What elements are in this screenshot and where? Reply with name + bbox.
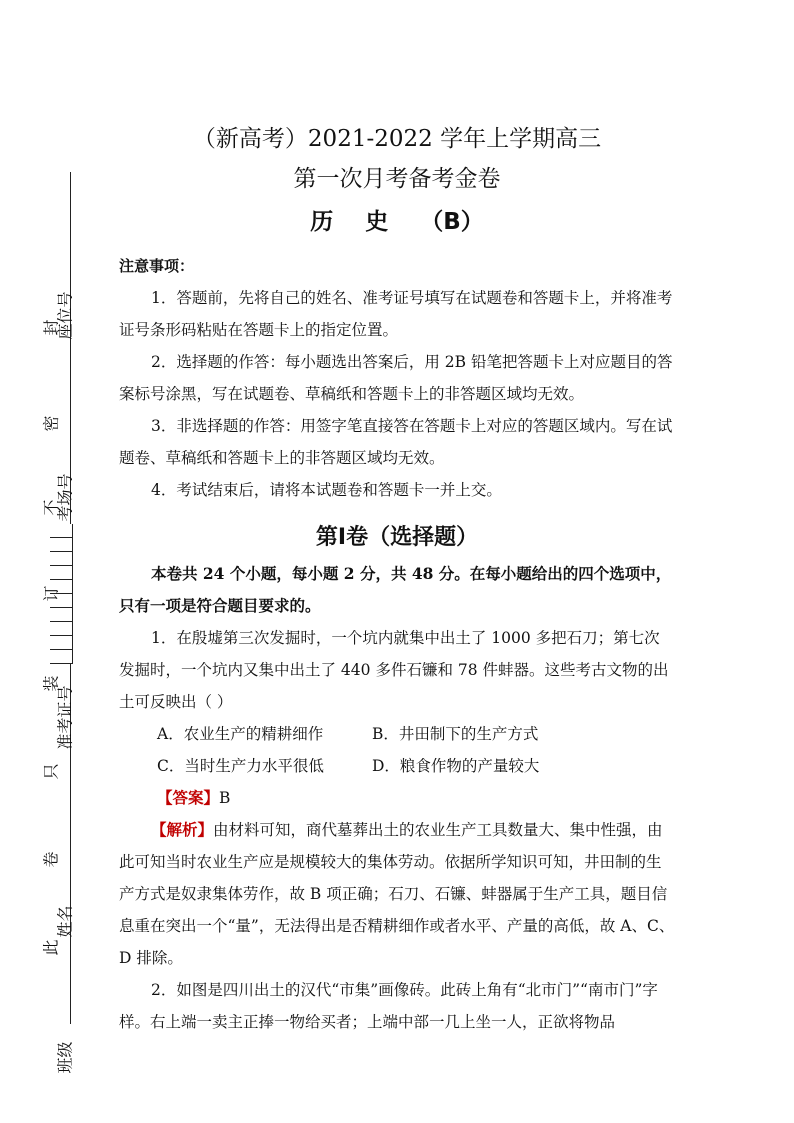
admission-number-label: 准考证号 (55, 685, 75, 750)
seal-char: 此 (41, 939, 61, 956)
seal-char: 只 (41, 763, 61, 780)
option-b: B．井田制下的生产方式 (372, 725, 539, 743)
notice-heading: 注意事项： (119, 257, 195, 275)
notice-item: 3．非选择题的作答：用签字笔直接答在答题卡上对应的答题区域内。写在试题卷、草稿纸和答题卡上的非答题区域均无效。 (119, 417, 673, 467)
seal-char: 订 (41, 585, 61, 602)
option-c: C．当时生产力水平很低 (157, 757, 324, 775)
question-1-options-row-2 (119, 750, 675, 782)
option-a: A．农业生产的精耕细作 (157, 725, 324, 743)
analysis-paragraph (119, 814, 675, 974)
subject-title: 历 史 （B） (310, 209, 484, 235)
seal-char: 封 (41, 319, 61, 336)
title-line-1: （新高考）2021-2022 学年上学期高三 (192, 126, 602, 152)
analysis-tag: 【解析】 (151, 820, 214, 839)
name-label: 姓名 (55, 905, 75, 938)
answer-line (119, 782, 675, 814)
option-d: D．粮食作物的产量较大 (372, 757, 540, 775)
answer-value: B (219, 789, 231, 807)
section-title: 第Ⅰ卷（选择题） (315, 525, 479, 550)
question-1-stem: 1．在殷墟第三次发掘时，一个坑内就集中出土了 1000 多把石刀；第七次发掘时，一个坑内又集中出土了 440 多件石镰和 78 件蚌器。这些考古文物的出土可反映出（ ） (119, 629, 669, 711)
seal-char: 密 (41, 415, 61, 432)
notice-item: 4．考试结束后，请将本试题卷和答题卡一并上交。 (151, 481, 502, 499)
section-instruction: 本卷共 24 个小题，每小题 2 分，共 48 分。在每小题给出的四个选项中，只有一项是符合题目要求的。 (119, 564, 672, 615)
question-2-stem: 2．如图是四川出土的汉代“市集”画像砖。此砖上角有“北市门”“南市门”字样。右上端一卖主正捧一物给买者；上端中部一几上坐一人，正欲将物品 (119, 981, 658, 1031)
class-label: 班级 (55, 1041, 75, 1074)
binding-line (70, 172, 71, 524)
title-line-2: 第一次月考备考金卷 (293, 166, 501, 192)
seal-char: 卷 (41, 851, 61, 868)
questions-section (119, 558, 675, 1038)
exam-room-label: 考场号 (55, 473, 75, 522)
question-1-options-row-1 (119, 718, 675, 750)
notice-section (119, 250, 675, 506)
seal-char: 不 (41, 499, 61, 516)
notice-item: 1．答题前，先将自己的姓名、准考证号填写在试题卷和答题卡上，并将准考证号条形码粘贴在答题卡上的指定位置。 (119, 289, 673, 339)
seal-char: 装 (41, 675, 61, 692)
seat-number-label: 座位号 (55, 291, 75, 340)
analysis-text: 由材料可知，商代墓葬出土的农业生产工具数量大、集中性强，由此可知当时农业生产应是规模较大的集体劳动。依据所学知识可知，井田制的生产方式是奴隶集体劳作，故 B 项正确；石刀、石镰、蚌器属于生产工具，题目信息重在突出一个“量”，无法得出是否精耕细作或者水平、产量的高低，故 A、C、D 排除。 (119, 821, 675, 967)
notice-item: 2．选择题的作答：每小题选出答案后，用 2B 铅笔把答题卡上对应题目的答案标号涂黑，写在试题卷、草稿纸和答题卡上的非答题区域均无效。 (119, 353, 673, 403)
answer-tag: 【答案】 (157, 788, 220, 807)
